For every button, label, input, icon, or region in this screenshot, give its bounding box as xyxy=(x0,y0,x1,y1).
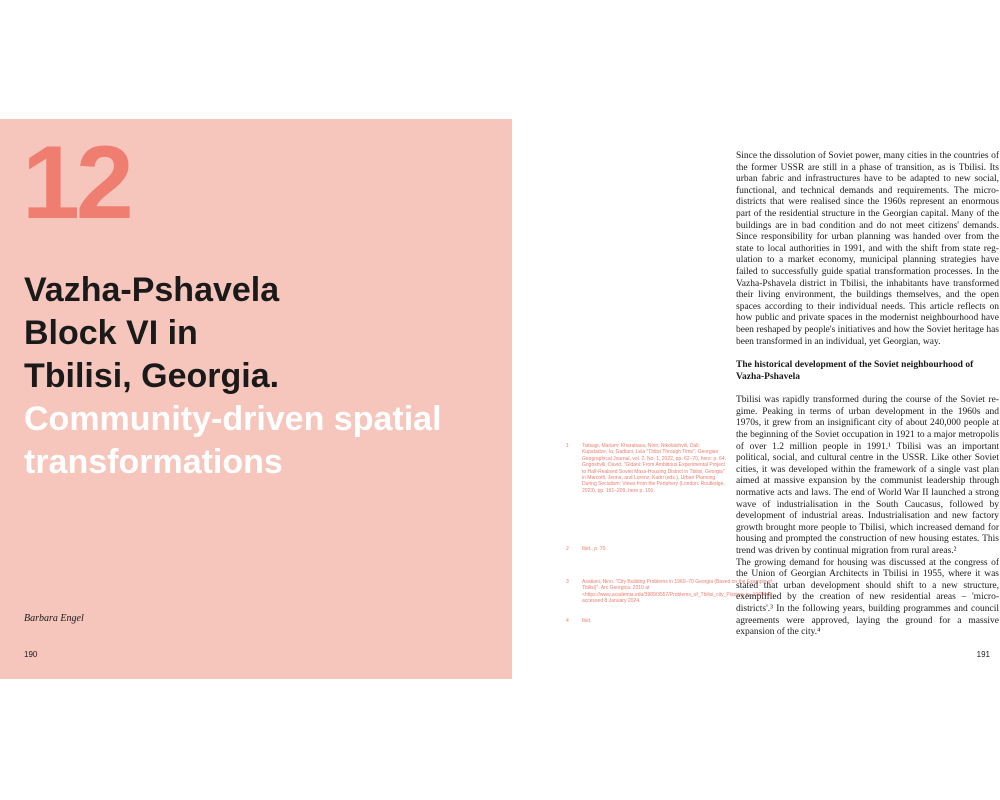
footnote-text: Ibid., p. 70. xyxy=(582,546,607,552)
footnote-number: 1 xyxy=(566,443,569,449)
section-heading: The historical development of the Soviet neighbourhood of Vazha-Pshavela xyxy=(736,360,974,382)
title-line: Block VI in xyxy=(24,314,198,352)
chapter-title xyxy=(24,269,494,484)
footnote-text: Ibid. xyxy=(582,618,592,624)
subtitle-line: transformations xyxy=(24,443,283,481)
body-paragraph: The growing demand for housing was discussed at the congress of the Union of Georgian Architects in Tbilisi in 1955, where it was stated that urban development should shift to a new structure, exemplified by the creation of new residential areas – 'micro-districts'.³ In the following years, building programmes and council agreements were approved, laying the ground for a massive expansion of the city.⁴ xyxy=(736,557,999,638)
title-line: Vazha-Pshavela xyxy=(24,271,280,309)
author-name: Barbara Engel xyxy=(24,613,84,624)
footnote xyxy=(566,618,726,624)
footnote-number: 3 xyxy=(566,579,569,585)
footnote-number: 4 xyxy=(566,618,569,624)
article-body xyxy=(736,151,999,639)
chapter-number: 12 xyxy=(22,125,130,241)
subtitle-line: Community-driven spatial xyxy=(24,400,442,438)
title-line: Tbilisi, Georgia. xyxy=(24,357,280,395)
footnote xyxy=(566,546,726,552)
chapter-opener-panel xyxy=(0,119,512,679)
footnote-text: Asatiani, Nino. "City Building Problems in 1960–70 Georgia (Based on the Example of Tbilisi)". Arc Georgica. 2010 at <https://www.academia.edu/3989/3557/Problems_of_Tbilisi_city_Planing_in_1960ies>, accessed 8 January 2024. xyxy=(582,579,775,605)
footnote-number: 2 xyxy=(566,546,569,552)
footnote-text: Tsitsagi, Mariam; Kharabava, Nino; Nikolaishvili, Dali; Kupatadze, Ia; Gadiani, Lela "Tbilisi Through Time", Georgian Geographical Journal, vol. 2, No. 1, 2022, pp. 62–70, here: p. 64. Grigoshvili, David. "Gldani: From Ambitious Experimental Project to Half-Realised Soviet Mass-Housing District in Tbilisi, Georgia" in Marcotti, Jenna, and Lorenz, Kadri (eds.), Urban Planning During Socialism: Views from the Periphery (London: Routledge, 2023), pp. 191–209, here p. 191. xyxy=(582,443,726,494)
page-number-right: 191 xyxy=(976,650,990,659)
footnote xyxy=(566,443,726,494)
page-number-left: 190 xyxy=(24,650,38,659)
footnote xyxy=(566,579,775,605)
body-paragraph: Tbilisi was rapidly transformed during the course of the Soviet regime. Peaking in terms of urban development in the 1960s and 1970s, it grew from an insignificant city of about 240,000 people at the beginning of the Soviet occupation in 1921 to a major metropolis of over 1.2 million people in 1991.¹ Tbilisi was an important political, social, and cultural centre in the USSR. Like other Soviet cities, it was developed within the framework of a single vast plan aimed at massive expansion by the communist leadership through normative acts and laws. The end of World War II launched a strong wave of industrialisation in the South Caucasus, followed by development of industrial areas. Industrialisation and new factory growth brought more people to Tbilisi, which increased demand for housing and prompted the construction of new housing estates. This trend was driven by continual migration from rural areas.² xyxy=(736,395,999,556)
intro-paragraph: Since the dissolution of Soviet power, many cities in the countries of the former USSR are still in a phase of transition, as is Tbilisi. Its urban fabric and infrastructures have to be adapted to new social, functional, and technical demands and requirements. The microdistricts that were realised since the 1960s represent an enormous part of the residential structure in the Georgian capital. Many of the buildings are in bad condition and do not meet citizens' demands. Since responsibility for urban planning was handed over from the state to local authorities in 1991, and with the shift from state regulation to a market economy, municipal planning strategies have failed to successfully guide spatial transformation processes. In the Vazha-Pshavela district in Tbilisi, the inhabitants have transformed their living environment, the buildings themselves, and the open spaces according to their individual needs. This article reflects on how public and private spaces in the modernist neighbourhood have been reshaped by people's initiatives and how the Soviet heritage has been transformed in an individual, yet Georgian, way. xyxy=(736,151,999,347)
